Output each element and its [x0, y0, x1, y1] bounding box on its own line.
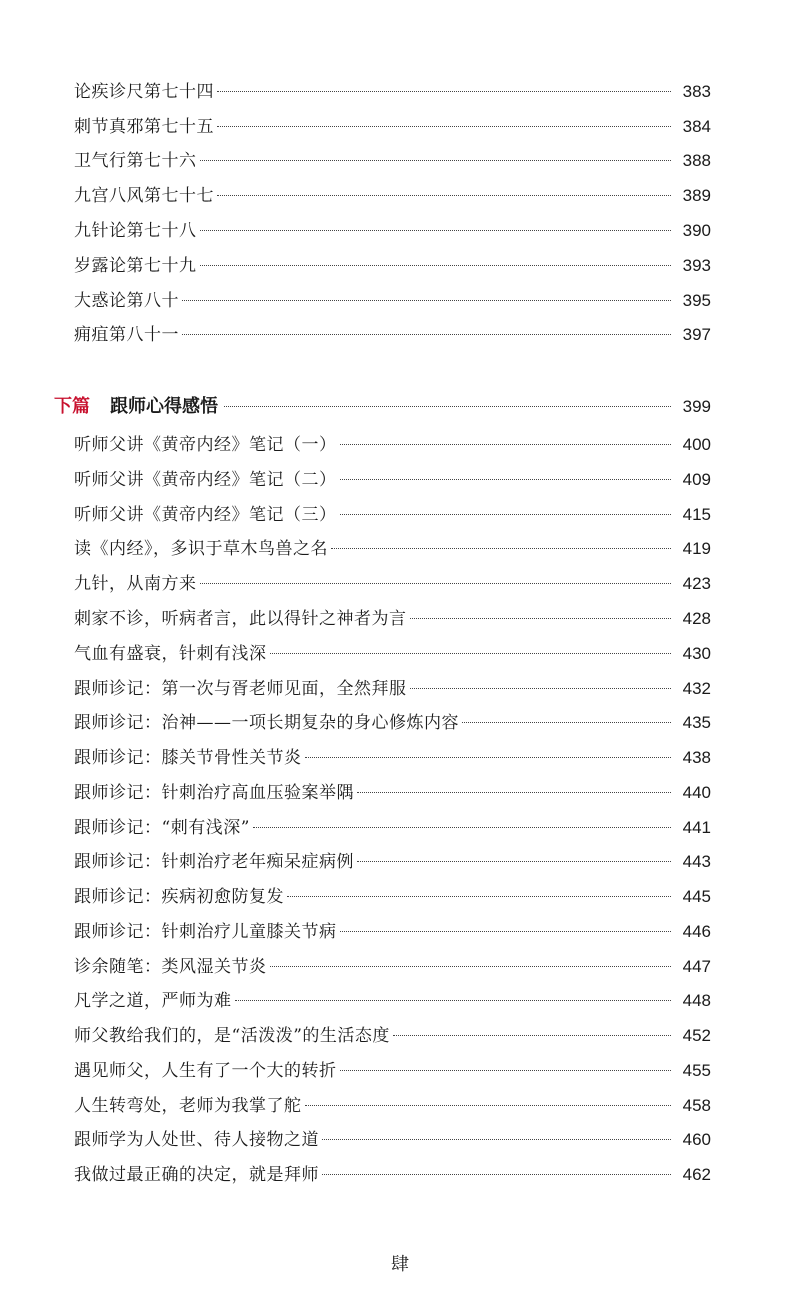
dot-leader [305, 757, 672, 758]
dot-leader [305, 1105, 672, 1106]
toc-entry-title: 气血有盛衰，针刺有浅深 [74, 644, 267, 664]
toc-entry-title: 九针，从南方来 [74, 574, 197, 594]
toc-entry-title: 凡学之道，严师为难 [74, 991, 232, 1011]
toc-entry-page: 400 [682, 435, 711, 454]
dot-leader [200, 230, 672, 231]
toc-entry-page: 430 [682, 644, 711, 663]
dot-leader [340, 1070, 672, 1071]
section-page: 399 [682, 397, 711, 416]
toc-entry[interactable] [74, 110, 711, 144]
toc-entry-page: 445 [682, 887, 711, 906]
toc-entry-page: 432 [682, 679, 711, 698]
dot-leader [331, 548, 671, 549]
toc-entry-title: 痈疽第八十一 [74, 325, 179, 345]
toc-entry-page: 415 [682, 505, 711, 524]
toc-entry-page: 443 [682, 852, 711, 871]
toc-entry-title: 听师父讲《黄帝内经》笔记（一） [74, 435, 337, 455]
toc-entry-title: 听师父讲《黄帝内经》笔记（二） [74, 470, 337, 490]
toc-entry[interactable] [74, 1054, 711, 1088]
toc-entry[interactable] [74, 214, 711, 248]
toc-entry[interactable] [74, 498, 711, 532]
toc-entry-page: 460 [682, 1130, 711, 1149]
toc-entry-page: 441 [682, 818, 711, 837]
dot-leader [182, 334, 671, 335]
toc-entry[interactable] [74, 463, 711, 497]
toc-entry[interactable] [74, 741, 711, 775]
dot-leader [410, 688, 672, 689]
toc-entry-title: 大惑论第八十 [74, 291, 179, 311]
toc-entry-page: 440 [682, 783, 711, 802]
toc-entry-page: 419 [682, 539, 711, 558]
toc-entry[interactable] [74, 637, 711, 671]
toc-entry-title: 人生转弯处，老师为我掌了舵 [74, 1096, 302, 1116]
toc-entry-page: 397 [682, 325, 711, 344]
toc-entry-page: 389 [682, 186, 711, 205]
toc-entry-page: 423 [682, 574, 711, 593]
dot-leader [217, 126, 671, 127]
toc-entry-title: 岁露论第七十九 [74, 256, 197, 276]
dot-leader [357, 792, 671, 793]
toc-entry[interactable] [74, 179, 711, 213]
dot-leader [340, 931, 672, 932]
toc-entry-title: 跟师诊记：疾病初愈防复发 [74, 887, 284, 907]
toc-entry[interactable] [74, 706, 711, 740]
toc-entry-title: 听师父讲《黄帝内经》笔记（三） [74, 505, 337, 525]
page-folio: 肆 [391, 1254, 409, 1275]
toc-entry[interactable] [74, 318, 711, 352]
toc-entry-title: 师父教给我们的，是“活泼泼”的生活态度 [74, 1026, 390, 1046]
toc-entry[interactable] [74, 1158, 711, 1192]
toc-entry-title: 跟师诊记：针刺治疗高血压验案举隅 [74, 783, 354, 803]
toc-entry[interactable] [74, 845, 711, 879]
dot-leader [322, 1174, 671, 1175]
dot-leader [200, 265, 672, 266]
toc-entry-page: 447 [682, 957, 711, 976]
toc-entry-page: 458 [682, 1096, 711, 1115]
toc-entry-title: 诊余随笔：类风湿关节炎 [74, 957, 267, 977]
toc-entry-title: 跟师诊记：治神——一项长期复杂的身心修炼内容 [74, 713, 459, 733]
dot-leader [217, 91, 671, 92]
dot-leader [462, 722, 671, 723]
toc-entry-page: 452 [682, 1026, 711, 1045]
toc-entry-page: 409 [682, 470, 711, 489]
dot-leader [322, 1139, 671, 1140]
dot-leader [200, 583, 672, 584]
toc-entry-page: 446 [682, 922, 711, 941]
dot-leader [340, 444, 672, 445]
toc-entry[interactable] [74, 567, 711, 601]
dot-leader [235, 1000, 672, 1001]
dot-leader [357, 861, 671, 862]
section-label: 下篇 [54, 396, 90, 417]
dot-leader [410, 618, 672, 619]
toc-entry[interactable] [74, 249, 711, 283]
toc-entry-page: 448 [682, 991, 711, 1010]
toc-entry[interactable] [74, 602, 711, 636]
toc-entry-page: 395 [682, 291, 711, 310]
toc-entry-page: 455 [682, 1061, 711, 1080]
dot-leader [200, 160, 672, 161]
dot-leader [270, 653, 672, 654]
toc-entry-title: 读《内经》，多识于草木鸟兽之名 [74, 539, 328, 559]
toc-entry-page: 393 [682, 256, 711, 275]
section-title: 跟师心得感悟 [110, 396, 218, 417]
toc-entry[interactable] [74, 984, 711, 1018]
toc-entry-title: 跟师诊记：针刺治疗老年痴呆症病例 [74, 852, 354, 872]
toc-entry[interactable] [74, 880, 711, 914]
toc-entry[interactable] [74, 915, 711, 949]
toc-entry[interactable] [74, 532, 711, 566]
toc-entry-title: 跟师诊记：膝关节骨性关节炎 [74, 748, 302, 768]
toc-entry-title: 卫气行第七十六 [74, 151, 197, 171]
dot-leader [217, 195, 671, 196]
dot-leader [182, 300, 671, 301]
toc-entry-title: 我做过最正确的决定，就是拜师 [74, 1165, 319, 1185]
dot-leader [340, 479, 672, 480]
dot-leader [253, 827, 671, 828]
dot-leader [287, 896, 671, 897]
toc-entry-title: 跟师诊记：针刺治疗儿童膝关节病 [74, 922, 337, 942]
toc-entry-page: 462 [682, 1165, 711, 1184]
toc-entry-title: 跟师诊记：“刺有浅深” [74, 818, 250, 838]
toc-entry[interactable] [74, 1123, 711, 1157]
toc-entry-page: 428 [682, 609, 711, 628]
toc-entry[interactable] [74, 1089, 711, 1123]
dot-leader [340, 514, 672, 515]
toc-entry-title: 跟师诊记：第一次与胥老师见面，全然拜服 [74, 679, 407, 699]
dot-leader [393, 1035, 671, 1036]
dot-leader [270, 966, 672, 967]
toc-entry-page: 390 [682, 221, 711, 240]
toc-entry[interactable] [74, 672, 711, 706]
toc-entry-title: 刺家不诊，听病者言，此以得针之神者为言 [74, 609, 407, 629]
toc-entry-page: 384 [682, 117, 711, 136]
toc-entry-title: 遇见师父，人生有了一个大的转折 [74, 1061, 337, 1081]
section-heading[interactable] [54, 390, 711, 424]
toc-entry-page: 438 [682, 748, 711, 767]
toc-entry-title: 九宫八风第七十七 [74, 186, 214, 206]
toc-entry-title: 刺节真邪第七十五 [74, 117, 214, 137]
toc-entry[interactable] [74, 811, 711, 845]
toc-entry[interactable] [74, 950, 711, 984]
toc-entry[interactable] [74, 776, 711, 810]
toc-entry[interactable] [74, 144, 711, 178]
toc-entry-page: 383 [682, 82, 711, 101]
toc-entry-page: 388 [682, 151, 711, 170]
toc-entry-title: 九针论第七十八 [74, 221, 197, 241]
toc-entry-page: 435 [682, 713, 711, 732]
toc-entry-title: 跟师学为人处世、待人接物之道 [74, 1130, 319, 1150]
toc-entry[interactable] [74, 1019, 711, 1053]
toc-entry[interactable] [74, 284, 711, 318]
dot-leader [224, 406, 671, 407]
toc-entry[interactable] [74, 428, 711, 462]
toc-entry-title: 论疾诊尺第七十四 [74, 82, 214, 102]
toc-entry[interactable] [74, 75, 711, 109]
